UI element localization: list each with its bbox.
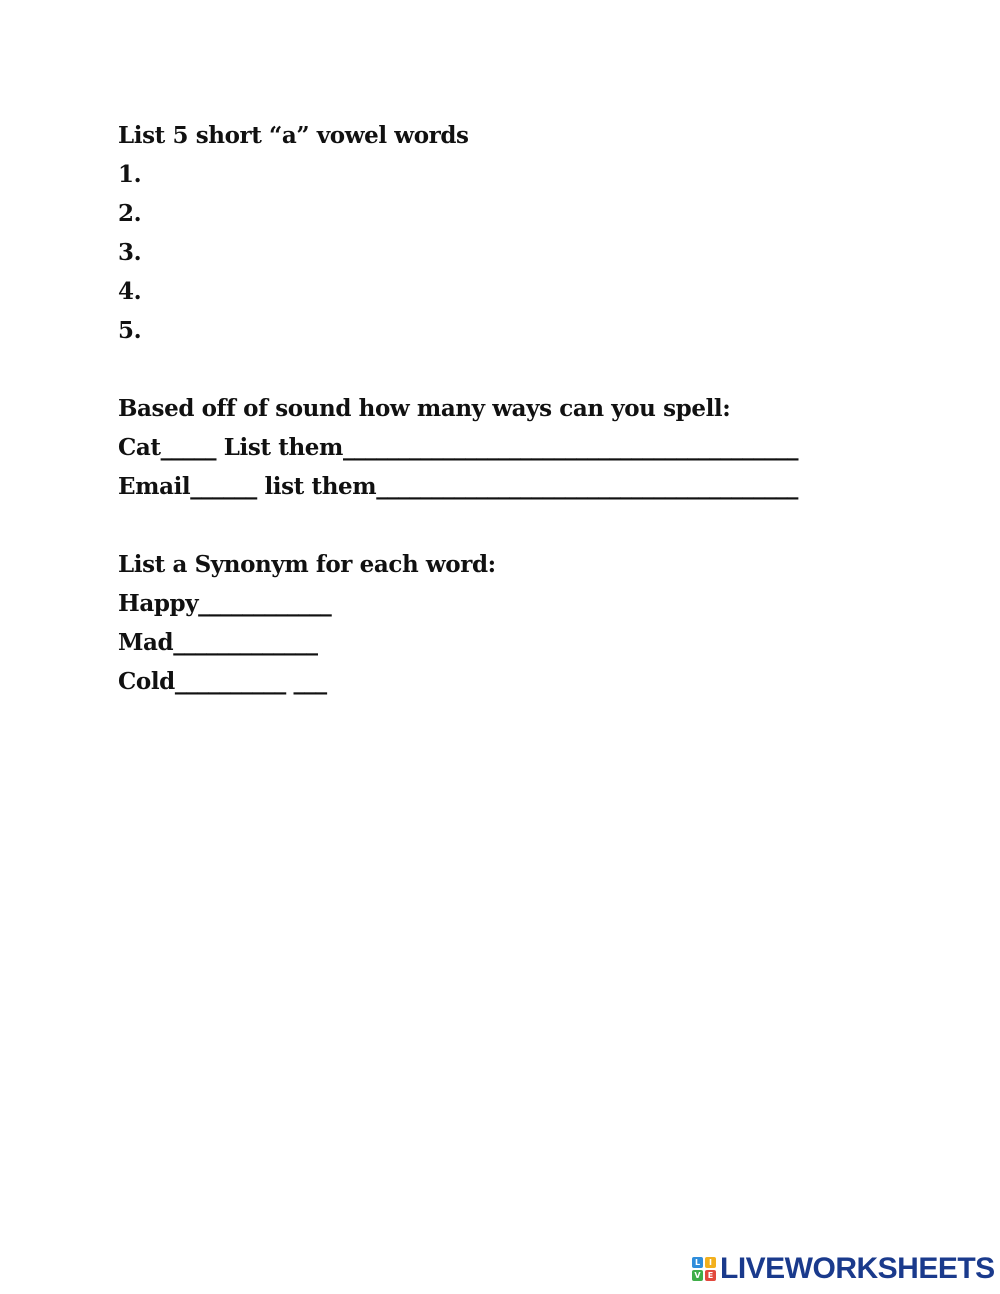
liveworksheets-wordmark: LIVEWORKSHEETS (720, 1252, 995, 1285)
section2-heading: Based off of sound how many ways can you spell: (118, 395, 731, 422)
liveworksheets-logo (692, 1254, 995, 1284)
logo-block-e: E (705, 1270, 716, 1281)
synonym-mad-line: Mad_____________ (118, 629, 318, 656)
section-spacer (118, 506, 898, 545)
cat-spelling-line: Cat_____ List them_________________________________________ (118, 434, 799, 461)
list-item-number: 1. (118, 161, 142, 188)
synonym-cold-line: Cold__________ ___ (118, 668, 327, 695)
list-item-number: 5. (118, 317, 142, 344)
list-item-number: 3. (118, 239, 142, 266)
logo-block-i: I (705, 1257, 716, 1268)
list-item-number: 4. (118, 278, 142, 305)
synonym-happy-line: Happy____________ (118, 590, 332, 617)
liveworksheets-logo-icon (692, 1257, 716, 1281)
section1-heading: List 5 short “a” vowel words (118, 122, 469, 149)
list-item-number: 2. (118, 200, 142, 227)
logo-block-v: V (692, 1270, 703, 1281)
section-spacer (118, 350, 898, 389)
logo-block-l: L (692, 1257, 703, 1268)
worksheet (118, 116, 898, 701)
email-spelling-line: Email______ list them______________________________________ (118, 473, 799, 500)
section3-heading: List a Synonym for each word: (118, 551, 496, 578)
